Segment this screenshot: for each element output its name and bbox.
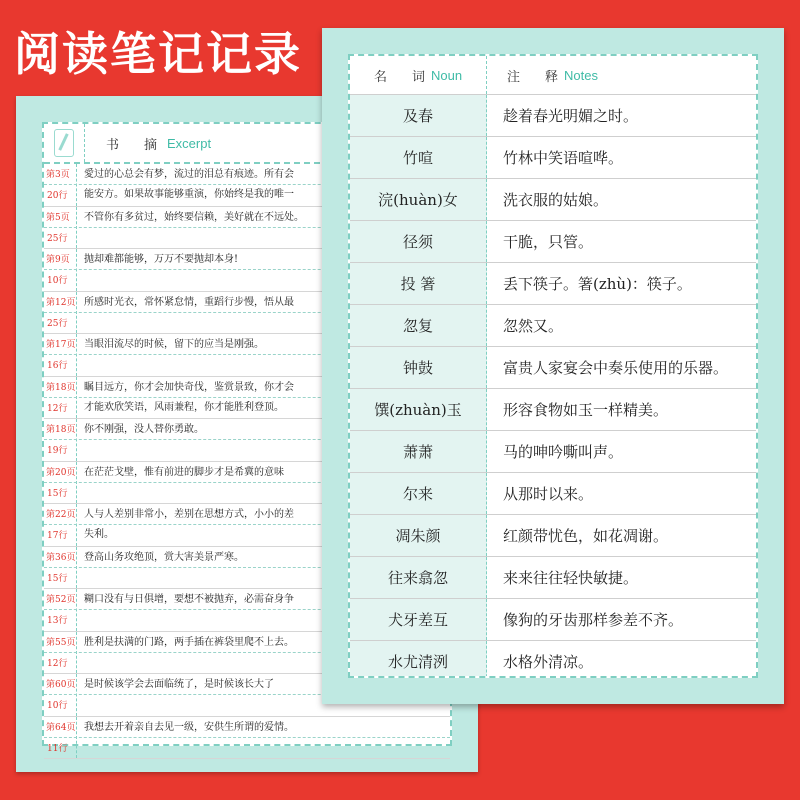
excerpt-page-number: 第55页 [46, 637, 76, 648]
noun-term: 犬牙差互 [350, 599, 487, 640]
note-definition: 从那时以来。 [503, 485, 594, 503]
notes-row [350, 347, 756, 389]
excerpt-line-number: 25行 [47, 318, 68, 329]
excerpt-page-number: 第12页 [46, 297, 76, 308]
pencil-icon [54, 129, 74, 157]
noun-term: 凋朱颜 [350, 515, 487, 556]
notes-row [350, 473, 756, 515]
noun-term: 竹喧 [350, 137, 487, 178]
excerpt-line-number: 13行 [47, 616, 68, 626]
excerpt-page-number: 第3页 [46, 170, 70, 180]
notes-row [350, 389, 756, 431]
excerpt-text-continued: 能安方。如果故事能够重演，你始终是我的唯一 [84, 189, 294, 200]
notes-row [350, 557, 756, 599]
notes-rows [350, 95, 756, 678]
noun-term: 径须 [350, 221, 487, 262]
notes-row [350, 221, 756, 263]
notes-row [350, 179, 756, 221]
excerpt-text-continued: 才能欢欣笑语，风雨兼程，你才能胜利登顶。 [84, 401, 284, 413]
note-definition: 水格外清凉。 [503, 653, 594, 671]
excerpt-text: 抛却难都能够，万万不要抛却本身! [84, 254, 239, 265]
note-definition: 马的呻吟嘶叫声。 [503, 443, 624, 461]
notes-header-zh: 注 释 [507, 69, 565, 85]
excerpt-line-number: 17行 [47, 531, 68, 541]
excerpt-text: 你不刚强，没人替你勇敢。 [84, 424, 204, 435]
excerpt-line-number: 16行 [47, 361, 68, 371]
excerpt-line-number: 19行 [47, 446, 68, 456]
noun-term: 萧萧 [350, 431, 487, 472]
note-definition: 丢下筷子。箸(zhù)：筷子。 [503, 275, 692, 293]
note-definition: 干脆，只管。 [503, 233, 594, 251]
noun-header-en: Noun [430, 67, 463, 83]
excerpt-line-number: 25行 [47, 233, 68, 244]
excerpt-page-number: 第22页 [46, 510, 76, 520]
notes-row [350, 263, 756, 305]
excerpt-line-number: 10行 [47, 276, 68, 286]
excerpt-text: 愛过的心总会有梦，流过的泪总有痕迹。所有会 [84, 169, 294, 180]
excerpt-title-en: Excerpt [167, 135, 212, 151]
notes-row [350, 599, 756, 641]
excerpt-page-number: 第18页 [46, 425, 76, 435]
noun-term: 浣(huàn)女 [350, 179, 487, 220]
noun-term: 钟鼓 [350, 347, 487, 388]
notes-row [350, 137, 756, 179]
excerpt-text: 所感时光衣，常怀紧怠情，重蹈行步慢，悟从最 [84, 296, 294, 308]
excerpt-text: 登高山务攻绝顶，赏大害美景严寒。 [84, 551, 244, 563]
excerpt-page-number: 第20页 [46, 467, 76, 478]
excerpt-text: 是时候该学会去面临统了，是时候该长大了 [84, 679, 274, 690]
note-definition: 红颜带忧色，如花凋谢。 [503, 527, 669, 545]
excerpt-line-number: 15行 [47, 488, 68, 499]
notes-header [350, 56, 756, 95]
excerpt-text: 不管你有多贫过，始终要信赖，美好就在不远处。 [84, 211, 304, 223]
excerpt-text: 我想去开着亲自去见一级，安供生所谓的爱情。 [84, 721, 294, 733]
excerpt-text-continued: 失利。 [84, 529, 114, 540]
noun-header: 名 词 [373, 69, 431, 85]
note-definition: 富贵人家宴会中奏乐使用的乐器。 [503, 359, 729, 377]
notes-row [350, 515, 756, 557]
noun-term: 馔(zhuàn)玉 [350, 389, 487, 430]
excerpt-row [44, 717, 450, 760]
excerpt-text: 在茫茫戈壁，惟有前进的脚步才是希冀的意味 [84, 466, 284, 478]
notes-row [350, 95, 756, 137]
excerpt-page-number: 第60页 [46, 680, 76, 690]
notes-paper [348, 54, 758, 678]
excerpt-line-number: 12行 [47, 403, 68, 414]
notes-row [350, 641, 756, 678]
note-definition: 来来往往轻快敏捷。 [503, 569, 639, 587]
excerpt-page-number: 第18页 [46, 382, 76, 393]
excerpt-line-number: 11行 [47, 743, 68, 754]
excerpt-page-number: 第5页 [46, 212, 70, 223]
noun-term: 水尤清洌 [350, 641, 487, 678]
excerpt-page-number: 第17页 [46, 340, 76, 350]
note-definition: 竹林中笑语喧哗。 [503, 149, 624, 167]
excerpt-page-number: 第9页 [46, 255, 70, 265]
excerpt-text: 当眼泪流尽的时候，留下的应当是刚强。 [84, 339, 264, 350]
excerpt-text: 人与人差别非常小，差别在思想方式，小小的差 [84, 509, 294, 520]
excerpt-page-number: 第64页 [46, 722, 76, 733]
excerpt-line-number: 12行 [47, 658, 68, 669]
excerpt-page-number: 第52页 [46, 595, 76, 605]
note-definition: 趁着春光明媚之时。 [503, 107, 639, 125]
noun-term: 往来翕忽 [350, 557, 487, 598]
excerpt-title: 书 摘 [106, 137, 164, 153]
excerpt-text: 胜利是扶满的门路，两手插在裤袋里爬不上去。 [84, 636, 294, 648]
note-definition: 忽然又。 [503, 317, 564, 335]
noun-term: 忽复 [350, 305, 487, 346]
excerpt-line-number: 20行 [47, 191, 68, 201]
excerpt-line-number: 10行 [47, 701, 68, 711]
excerpt-page-number: 第36页 [46, 552, 76, 563]
excerpt-text: 瞩目远方，你才会加快奇伐，鉴赏景致，你才会 [84, 381, 294, 393]
notes-row [350, 431, 756, 473]
notes-header-en: Notes [564, 67, 598, 83]
note-definition: 像狗的牙齿那样参差不齐。 [503, 611, 684, 629]
noun-term: 及春 [350, 95, 487, 136]
noun-term: 投 箸 [350, 263, 487, 304]
note-definition: 形容食物如玉一样精美。 [503, 401, 669, 419]
noun-term: 尔来 [350, 473, 487, 514]
note-definition: 洗衣服的姑娘。 [503, 191, 609, 209]
excerpt-text: 糊口没有与日俱增，要想不被抛弃，必需奋身争 [84, 594, 294, 605]
notes-row [350, 305, 756, 347]
notes-sheet [322, 28, 784, 704]
banner-title: 阅读笔记记录 [14, 27, 302, 81]
excerpt-line-number: 15行 [47, 573, 68, 584]
